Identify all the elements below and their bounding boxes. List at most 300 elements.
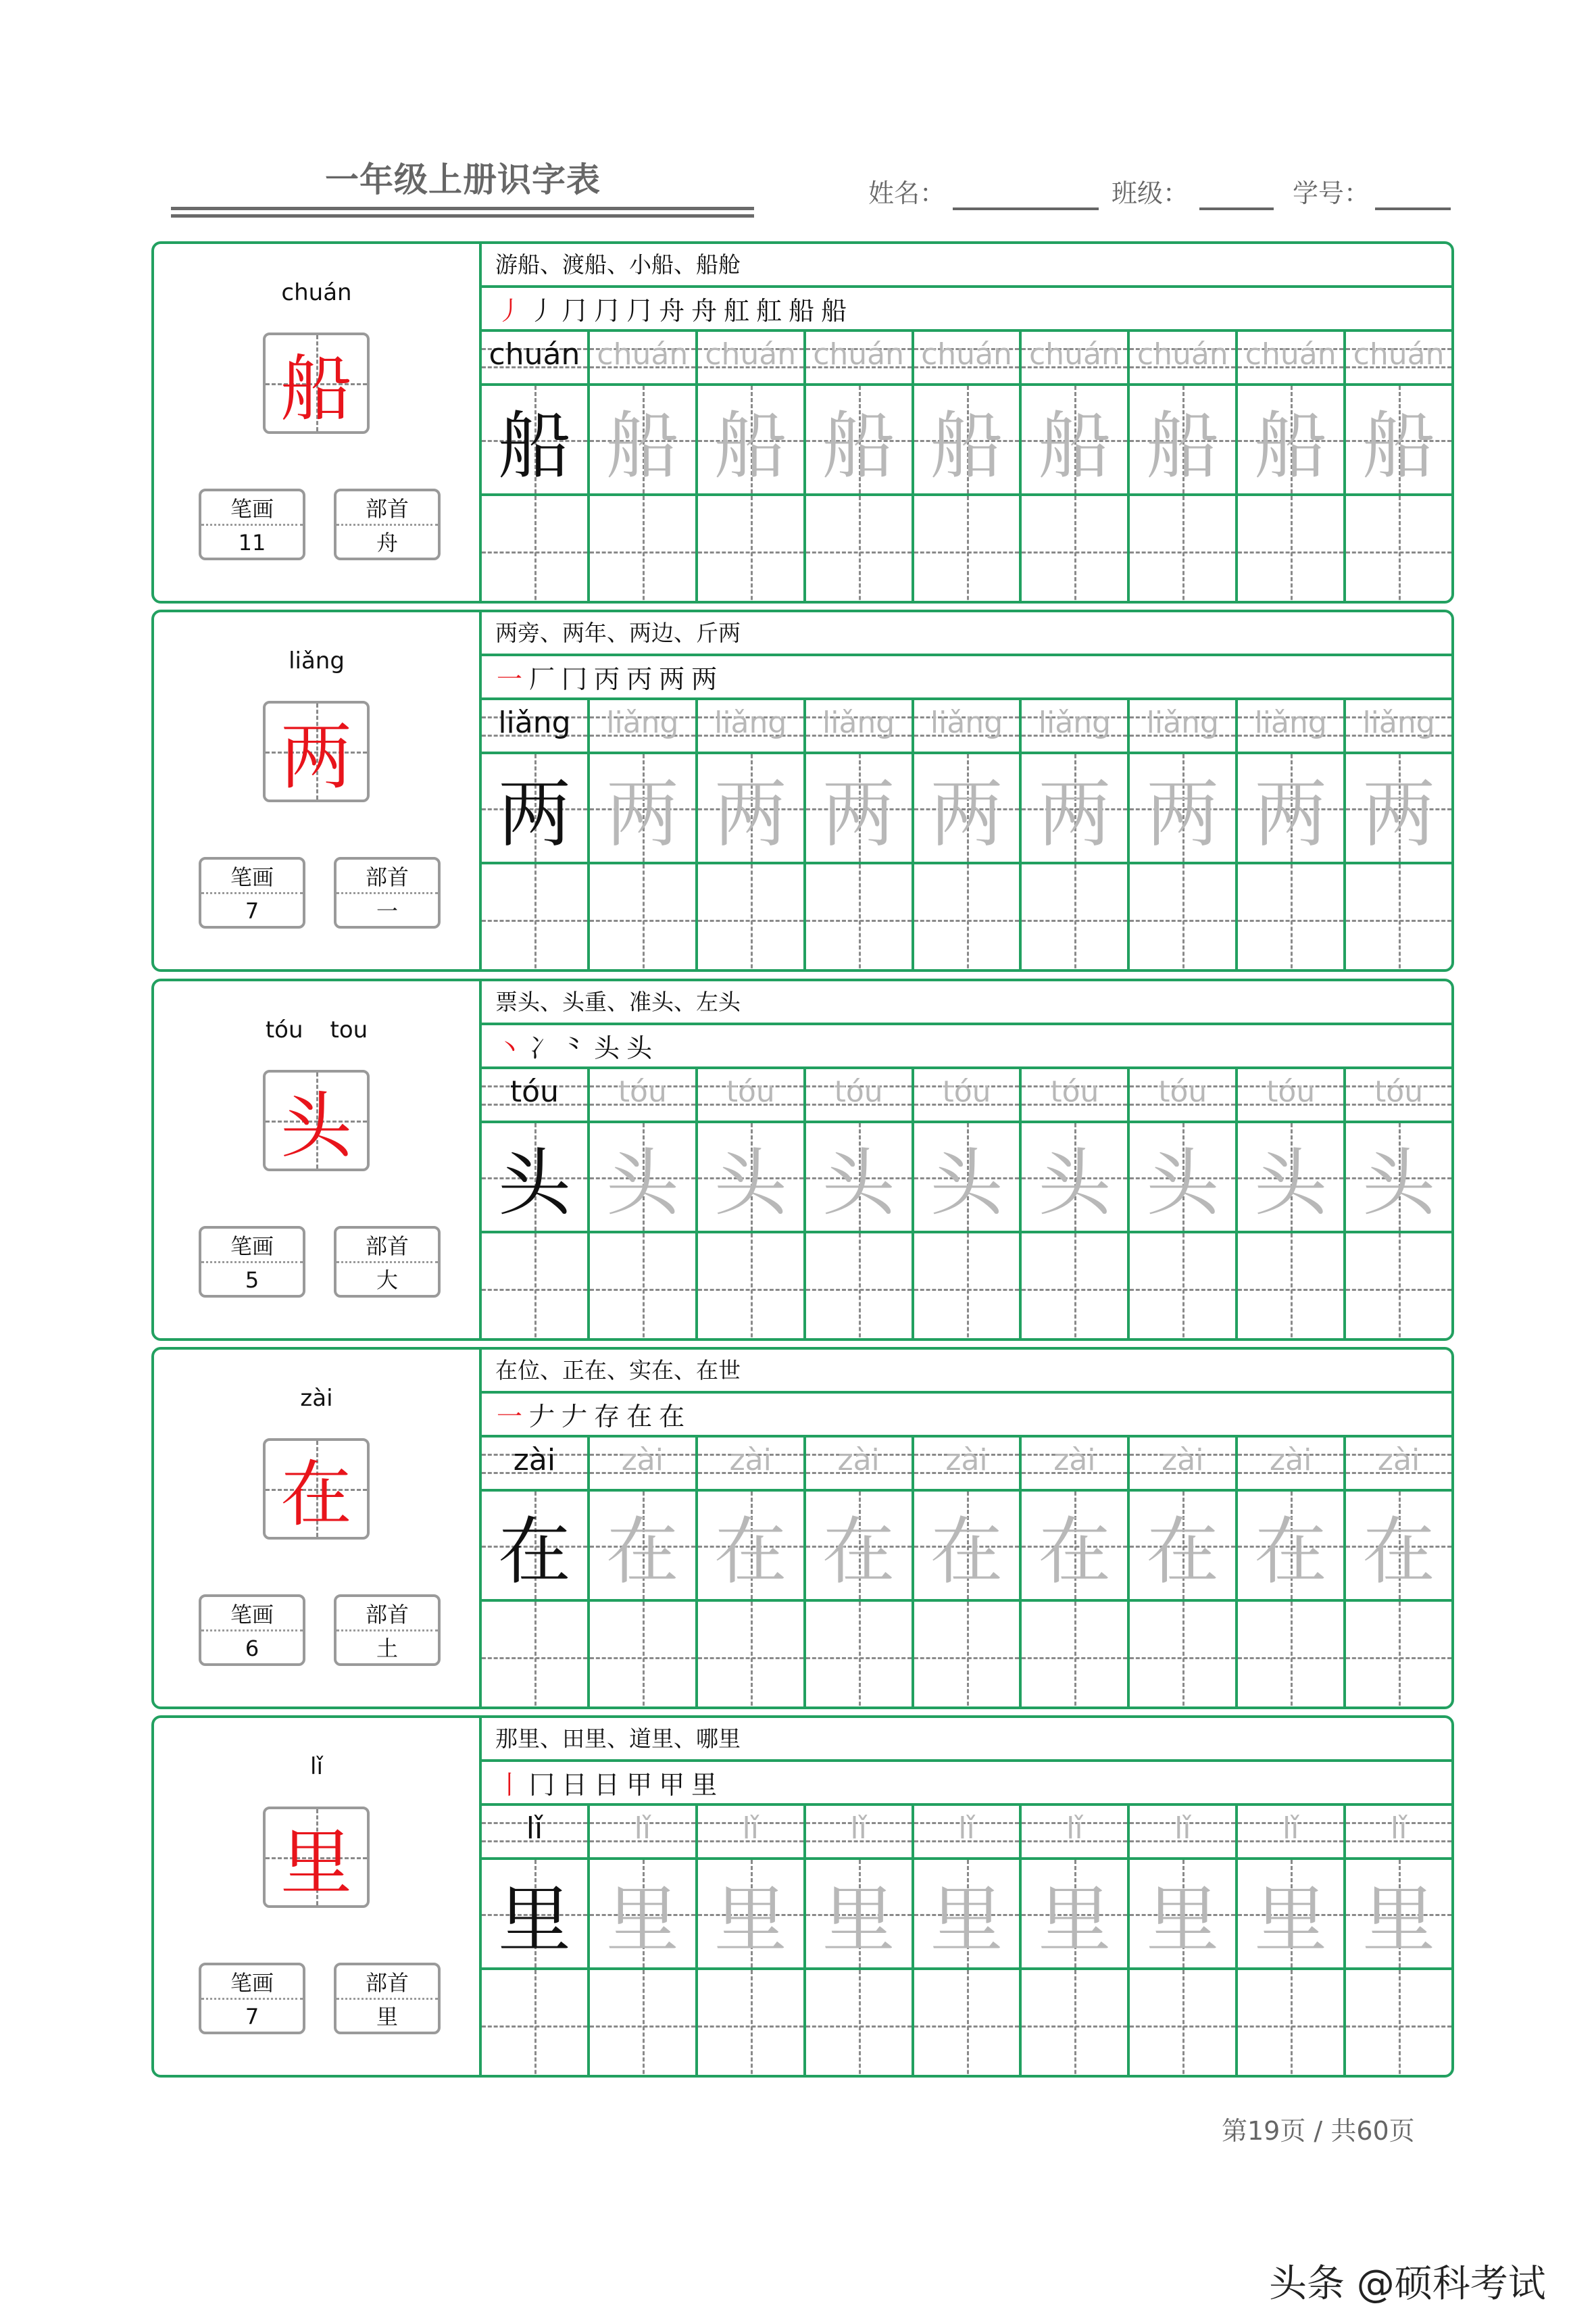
character-glyph: 里 <box>280 1821 352 1905</box>
practice-column <box>698 332 806 601</box>
pinyin-writing-cell[interactable] <box>1130 700 1235 754</box>
tian-zi-ge-blank-cell[interactable] <box>1238 1233 1343 1341</box>
class-label: 班级： <box>1112 178 1189 208</box>
pinyin-trace: chuán <box>1353 337 1445 372</box>
tian-zi-ge-cell[interactable] <box>1130 1860 1235 1970</box>
guide-line <box>1399 1602 1401 1709</box>
pinyin-trace: chuán <box>705 337 797 372</box>
example-words: 游船、渡船、小船、船舱 <box>482 244 1451 288</box>
pinyin-writing-cell[interactable] <box>806 700 912 754</box>
pinyin-writing-cell[interactable] <box>698 1438 803 1492</box>
tian-zi-ge-cell[interactable] <box>1346 1492 1451 1602</box>
guide-line <box>534 1233 537 1341</box>
radical-box <box>334 1963 441 2034</box>
stroke-step: ⺀ <box>562 1033 588 1063</box>
tian-zi-ge-cell[interactable] <box>806 754 912 864</box>
tian-zi-ge-cell[interactable] <box>1022 1123 1127 1233</box>
tian-zi-ge-blank-cell[interactable] <box>1130 864 1235 972</box>
practice-column <box>1238 1438 1346 1707</box>
stroke-step: 一 <box>497 664 523 694</box>
pinyin-trace: lǐ <box>958 1811 975 1846</box>
stroke-step: 两 <box>659 664 685 694</box>
stroke-count-box <box>199 1594 305 1666</box>
class-blank[interactable] <box>1199 207 1274 210</box>
guide-line <box>534 1970 537 2078</box>
tian-zi-ge-blank-cell[interactable] <box>1022 1233 1127 1341</box>
tian-zi-ge-cell[interactable] <box>914 754 1020 864</box>
tian-zi-ge-cell[interactable] <box>1022 1492 1127 1602</box>
pinyin-writing-cell[interactable] <box>1238 700 1343 754</box>
character-trace: 两 <box>822 772 895 857</box>
practice-column <box>914 700 1022 969</box>
character-pinyin: lǐ <box>310 1753 323 1780</box>
pinyin-writing-cell[interactable] <box>1022 1806 1127 1860</box>
stroke-step: 丙 <box>594 664 620 694</box>
pinyin-trace: zài <box>945 1443 988 1477</box>
tian-zi-ge-blank-cell[interactable] <box>1238 1602 1343 1709</box>
page-title: 一年级上册识字表 <box>325 160 601 199</box>
pinyin-writing-cell[interactable] <box>590 1438 695 1492</box>
tian-zi-ge-cell[interactable] <box>590 386 695 496</box>
pinyin-trace: tóu <box>942 1075 991 1109</box>
character-info-panel <box>154 612 482 969</box>
tian-zi-ge-cell[interactable] <box>482 386 587 496</box>
radical-value: 土 <box>376 1636 398 1661</box>
character-trace: 在 <box>1038 1510 1112 1594</box>
character-glyph: 船 <box>280 347 352 431</box>
tian-zi-ge-blank-cell[interactable] <box>698 1970 803 2078</box>
tian-zi-ge-blank-cell[interactable] <box>1346 1233 1451 1341</box>
tian-zi-ge-blank-cell[interactable] <box>914 1233 1020 1341</box>
pinyin-writing-cell[interactable] <box>806 332 912 386</box>
tian-zi-ge-cell[interactable] <box>1238 1860 1343 1970</box>
stroke-step: 在 <box>626 1402 653 1431</box>
character-trace: 两 <box>1038 772 1112 857</box>
guide-line <box>751 1602 753 1709</box>
character-display-box <box>263 1070 370 1171</box>
example-words: 票头、头重、准头、左头 <box>482 981 1451 1025</box>
character-trace: 头 <box>1254 1141 1328 1226</box>
pinyin-trace: liǎng <box>1362 706 1435 740</box>
stroke-step: 日 <box>594 1770 620 1800</box>
tian-zi-ge-cell[interactable] <box>1238 386 1343 496</box>
tian-zi-ge-blank-cell[interactable] <box>914 864 1020 972</box>
tian-zi-ge-cell[interactable] <box>1130 754 1235 864</box>
practice-column <box>1130 700 1238 969</box>
tian-zi-ge-blank-cell[interactable] <box>806 496 912 604</box>
character-trace: 在 <box>714 1510 787 1594</box>
tian-zi-ge-cell[interactable] <box>806 1492 912 1602</box>
pinyin-writing-cell[interactable] <box>806 1069 912 1123</box>
pinyin-writing-cell[interactable] <box>590 700 695 754</box>
pinyin-trace: zài <box>1162 1443 1204 1477</box>
tian-zi-ge-cell[interactable] <box>1346 1123 1451 1233</box>
tian-zi-ge-cell[interactable] <box>590 1492 695 1602</box>
radical-label: 部首 <box>336 1597 438 1631</box>
pinyin-trace: chuán <box>921 337 1012 372</box>
stroke-step: 冫 <box>529 1033 555 1063</box>
tian-zi-ge-cell[interactable] <box>1238 1492 1343 1602</box>
guide-line <box>1182 864 1184 972</box>
character-trace: 里 <box>822 1878 895 1963</box>
pinyin-writing-cell[interactable] <box>914 1069 1020 1123</box>
tian-zi-ge-cell[interactable] <box>806 1860 912 1970</box>
tian-zi-ge-blank-cell[interactable] <box>482 864 587 972</box>
character-trace: 头 <box>605 1141 679 1226</box>
practice-column <box>1022 1069 1130 1338</box>
guide-line <box>1182 1602 1184 1709</box>
pinyin-writing-cell[interactable] <box>590 1069 695 1123</box>
pinyin-writing-cell[interactable] <box>1346 700 1451 754</box>
pinyin-writing-cell[interactable] <box>914 332 1020 386</box>
pinyin-trace: zài <box>1053 1443 1096 1477</box>
character-info-panel <box>154 1718 482 2075</box>
stroke-step: ⺆ <box>594 296 620 326</box>
tian-zi-ge-blank-cell[interactable] <box>1238 1970 1343 2078</box>
tian-zi-ge-cell[interactable] <box>1346 754 1451 864</box>
pinyin-model: liǎng <box>498 706 571 740</box>
pinyin-trace: tóu <box>1158 1075 1207 1109</box>
pinyin-writing-cell[interactable] <box>1346 1806 1451 1860</box>
tian-zi-ge-blank-cell[interactable] <box>1238 496 1343 604</box>
stroke-step: 一 <box>497 1402 523 1431</box>
tian-zi-ge-blank-cell[interactable] <box>1022 496 1127 604</box>
tian-zi-ge-blank-cell[interactable] <box>914 1602 1020 1709</box>
pinyin-writing-cell[interactable] <box>1022 1438 1127 1492</box>
tian-zi-ge-cell[interactable] <box>914 1492 1020 1602</box>
tian-zi-ge-blank-cell[interactable] <box>1022 1602 1127 1709</box>
practice-grid <box>482 1438 1451 1707</box>
tian-zi-ge-blank-cell[interactable] <box>1346 1602 1451 1709</box>
pinyin-writing-cell[interactable] <box>1238 332 1343 386</box>
tian-zi-ge-cell[interactable] <box>1346 1860 1451 1970</box>
practice-column <box>1346 700 1451 969</box>
guide-line <box>1399 1233 1401 1341</box>
practice-column <box>590 1438 698 1707</box>
pinyin-trace: liǎng <box>930 706 1003 740</box>
tian-zi-ge-cell[interactable] <box>590 1860 695 1970</box>
pinyin-writing-cell[interactable] <box>698 1806 803 1860</box>
radical-value: 大 <box>376 1267 398 1293</box>
pinyin-writing-cell[interactable] <box>590 332 695 386</box>
stroke-step: 存 <box>594 1402 620 1431</box>
guide-line <box>859 1970 861 2078</box>
character-trace: 两 <box>1254 772 1328 857</box>
tian-zi-ge-blank-cell[interactable] <box>806 1602 912 1709</box>
stroke-step: 舟 <box>659 296 685 326</box>
tian-zi-ge-cell[interactable] <box>482 1123 587 1233</box>
stroke-count-box <box>199 857 305 929</box>
tian-zi-ge-blank-cell[interactable] <box>1238 864 1343 972</box>
guide-line <box>751 1233 753 1341</box>
tian-zi-ge-cell[interactable] <box>1130 386 1235 496</box>
example-words: 在位、正在、实在、在世 <box>482 1350 1451 1394</box>
pinyin-trace: chuán <box>1137 337 1228 372</box>
tian-zi-ge-blank-cell[interactable] <box>590 496 695 604</box>
tian-zi-ge-cell[interactable] <box>698 754 803 864</box>
character-trace: 里 <box>1362 1878 1436 1963</box>
tian-zi-ge-blank-cell[interactable] <box>482 1602 587 1709</box>
tian-zi-ge-cell[interactable] <box>1022 754 1127 864</box>
tian-zi-ge-blank-cell[interactable] <box>482 496 587 604</box>
tian-zi-ge-blank-cell[interactable] <box>698 496 803 604</box>
guide-line <box>1291 1602 1293 1709</box>
tian-zi-ge-cell[interactable] <box>1238 754 1343 864</box>
practice-panel <box>482 981 1451 1338</box>
tian-zi-ge-blank-cell[interactable] <box>590 864 695 972</box>
pinyin-writing-cell[interactable] <box>482 1438 587 1492</box>
pinyin-writing-cell[interactable] <box>698 1069 803 1123</box>
character-trace: 头 <box>822 1141 895 1226</box>
tian-zi-ge-blank-cell[interactable] <box>698 1602 803 1709</box>
stroke-step: 厂 <box>529 664 555 694</box>
practice-column <box>590 1069 698 1338</box>
tian-zi-ge-blank-cell[interactable] <box>806 864 912 972</box>
character-info-panel <box>154 244 482 601</box>
character-trace: 船 <box>605 404 679 489</box>
stroke-step: 甲 <box>659 1770 685 1800</box>
character-card <box>151 979 1454 1341</box>
tian-zi-ge-cell[interactable] <box>482 1492 587 1602</box>
radical-value: 里 <box>376 2004 398 2030</box>
pinyin-writing-cell[interactable] <box>914 1438 1020 1492</box>
pinyin-writing-cell[interactable] <box>590 1806 695 1860</box>
tian-zi-ge-blank-cell[interactable] <box>914 1970 1020 2078</box>
pinyin-trace: lǐ <box>742 1811 759 1846</box>
guide-line <box>1291 1233 1293 1341</box>
stroke-step: 舡 <box>724 296 750 326</box>
character-trace: 在 <box>605 1510 679 1594</box>
pinyin-writing-cell[interactable] <box>914 1806 1020 1860</box>
tian-zi-ge-cell[interactable] <box>806 1123 912 1233</box>
pinyin-writing-cell[interactable] <box>698 332 803 386</box>
stroke-order-row <box>482 1762 1451 1806</box>
tian-zi-ge-cell[interactable] <box>698 1492 803 1602</box>
tian-zi-ge-cell[interactable] <box>590 1123 695 1233</box>
pinyin-writing-cell[interactable] <box>1022 700 1127 754</box>
tian-zi-ge-blank-cell[interactable] <box>1130 1970 1235 2078</box>
tian-zi-ge-cell[interactable] <box>698 1123 803 1233</box>
pinyin-writing-cell[interactable] <box>698 700 803 754</box>
pinyin-trace: tóu <box>1050 1075 1099 1109</box>
guide-line <box>534 496 537 604</box>
character-pinyin: tóu tou <box>265 1016 368 1043</box>
tian-zi-ge-blank-cell[interactable] <box>482 1970 587 2078</box>
radical-label: 部首 <box>336 1229 438 1263</box>
guide-line <box>1074 1602 1076 1709</box>
pinyin-trace: tóu <box>1374 1075 1424 1109</box>
tian-zi-ge-cell[interactable] <box>482 754 587 864</box>
tian-zi-ge-blank-cell[interactable] <box>590 1233 695 1341</box>
pinyin-writing-cell[interactable] <box>806 1438 912 1492</box>
pinyin-trace: lǐ <box>1282 1811 1299 1846</box>
practice-column <box>914 1806 1022 2075</box>
character-card <box>151 610 1454 972</box>
pinyin-writing-cell[interactable] <box>482 1806 587 1860</box>
pinyin-writing-cell[interactable] <box>1238 1438 1343 1492</box>
guide-line <box>534 864 537 972</box>
pinyin-trace: chuán <box>597 337 689 372</box>
character-trace: 里 <box>605 1878 679 1963</box>
tian-zi-ge-blank-cell[interactable] <box>1130 1602 1235 1709</box>
stroke-count-label: 笔画 <box>201 1965 303 2000</box>
practice-column <box>1022 332 1130 601</box>
practice-column <box>1130 1438 1238 1707</box>
pinyin-trace: lǐ <box>1174 1811 1191 1846</box>
character-trace: 头 <box>1362 1141 1436 1226</box>
tian-zi-ge-blank-cell[interactable] <box>1346 496 1451 604</box>
pinyin-writing-cell[interactable] <box>1346 1069 1451 1123</box>
stroke-step: 冂 <box>562 664 588 694</box>
pinyin-trace: tóu <box>1266 1075 1316 1109</box>
tian-zi-ge-cell[interactable] <box>1238 1123 1343 1233</box>
tian-zi-ge-cell[interactable] <box>1346 386 1451 496</box>
practice-panel <box>482 1718 1451 2075</box>
tian-zi-ge-cell[interactable] <box>1130 1492 1235 1602</box>
character-trace: 两 <box>605 772 679 857</box>
pinyin-writing-cell[interactable] <box>806 1806 912 1860</box>
practice-column <box>482 1806 590 2075</box>
guide-line <box>859 864 861 972</box>
character-trace: 船 <box>714 404 787 489</box>
character-trace: 里 <box>1254 1878 1328 1963</box>
pinyin-trace: zài <box>1270 1443 1312 1477</box>
student-id-blank[interactable] <box>1375 207 1451 210</box>
tian-zi-ge-cell[interactable] <box>806 386 912 496</box>
pinyin-writing-cell[interactable] <box>482 1069 587 1123</box>
tian-zi-ge-cell[interactable] <box>482 1860 587 1970</box>
guide-line <box>1291 864 1293 972</box>
pinyin-writing-cell[interactable] <box>1346 332 1451 386</box>
pinyin-writing-cell[interactable] <box>482 700 587 754</box>
character-trace: 头 <box>930 1141 1003 1226</box>
pinyin-writing-cell[interactable] <box>1238 1806 1343 1860</box>
tian-zi-ge-blank-cell[interactable] <box>1346 1970 1451 2078</box>
pinyin-writing-cell[interactable] <box>1130 332 1235 386</box>
example-words: 那里、田里、道里、哪里 <box>482 1718 1451 1762</box>
practice-column <box>806 332 914 601</box>
character-model: 头 <box>497 1141 571 1226</box>
guide-line <box>967 1233 969 1341</box>
guide-line <box>1291 496 1293 604</box>
tian-zi-ge-blank-cell[interactable] <box>1130 1233 1235 1341</box>
character-trace: 在 <box>930 1510 1003 1594</box>
tian-zi-ge-blank-cell[interactable] <box>698 1233 803 1341</box>
guide-line <box>967 864 969 972</box>
practice-column <box>1346 1806 1451 2075</box>
pinyin-trace: liǎng <box>1146 706 1219 740</box>
tian-zi-ge-cell[interactable] <box>914 1860 1020 1970</box>
pinyin-writing-cell[interactable] <box>482 332 587 386</box>
stroke-step: 在 <box>659 1402 685 1431</box>
practice-column <box>914 1438 1022 1707</box>
character-display-box <box>263 1807 370 1908</box>
guide-line <box>1074 864 1076 972</box>
practice-column <box>1346 1438 1451 1707</box>
guide-line <box>643 1970 645 2078</box>
tian-zi-ge-cell[interactable] <box>914 386 1020 496</box>
stroke-count-label: 笔画 <box>201 1597 303 1631</box>
name-blank[interactable] <box>953 207 1099 210</box>
tian-zi-ge-blank-cell[interactable] <box>1130 496 1235 604</box>
practice-column <box>698 1806 806 2075</box>
tian-zi-ge-blank-cell[interactable] <box>1022 864 1127 972</box>
tian-zi-ge-blank-cell[interactable] <box>806 1970 912 2078</box>
guide-line <box>1399 864 1401 972</box>
tian-zi-ge-blank-cell[interactable] <box>698 864 803 972</box>
pinyin-trace: lǐ <box>1066 1811 1083 1846</box>
pinyin-writing-cell[interactable] <box>1022 332 1127 386</box>
practice-grid <box>482 1806 1451 2075</box>
pinyin-writing-cell[interactable] <box>1238 1069 1343 1123</box>
character-display-box <box>263 701 370 802</box>
pinyin-writing-cell[interactable] <box>1346 1438 1451 1492</box>
tian-zi-ge-cell[interactable] <box>1022 1860 1127 1970</box>
character-trace: 在 <box>1146 1510 1220 1594</box>
practice-panel <box>482 612 1451 969</box>
character-card <box>151 1715 1454 2078</box>
character-trace: 里 <box>714 1878 787 1963</box>
pinyin-trace: liǎng <box>606 706 679 740</box>
tian-zi-ge-blank-cell[interactable] <box>1346 864 1451 972</box>
pinyin-trace: tóu <box>834 1075 883 1109</box>
pinyin-writing-cell[interactable] <box>1130 1069 1235 1123</box>
pinyin-writing-cell[interactable] <box>1130 1806 1235 1860</box>
tian-zi-ge-blank-cell[interactable] <box>590 1970 695 2078</box>
practice-column <box>1022 1438 1130 1707</box>
tian-zi-ge-cell[interactable] <box>914 1123 1020 1233</box>
tian-zi-ge-cell[interactable] <box>1022 386 1127 496</box>
stroke-step: 船 <box>789 296 815 326</box>
guide-line <box>859 496 861 604</box>
character-trace: 两 <box>1146 772 1220 857</box>
guide-line <box>1291 1970 1293 2078</box>
pinyin-trace: tóu <box>726 1075 775 1109</box>
tian-zi-ge-blank-cell[interactable] <box>590 1602 695 1709</box>
pinyin-trace: tóu <box>618 1075 667 1109</box>
pinyin-writing-cell[interactable] <box>1022 1069 1127 1123</box>
tian-zi-ge-cell[interactable] <box>590 754 695 864</box>
pinyin-trace: chuán <box>1245 337 1337 372</box>
stroke-count-value: 7 <box>245 898 259 924</box>
pinyin-trace: liǎng <box>822 706 895 740</box>
name-label: 姓名： <box>868 178 946 208</box>
tian-zi-ge-blank-cell[interactable] <box>1022 1970 1127 2078</box>
pinyin-writing-cell[interactable] <box>1130 1438 1235 1492</box>
tian-zi-ge-cell[interactable] <box>698 386 803 496</box>
practice-grid <box>482 332 1451 601</box>
guide-line <box>859 1602 861 1709</box>
practice-column <box>914 1069 1022 1338</box>
pinyin-trace: liǎng <box>1038 706 1112 740</box>
tian-zi-ge-cell[interactable] <box>1130 1123 1235 1233</box>
character-trace: 船 <box>1146 404 1220 489</box>
example-words: 两旁、两年、两边、斤两 <box>482 612 1451 656</box>
practice-column <box>698 1069 806 1338</box>
guide-line <box>967 1602 969 1709</box>
tian-zi-ge-blank-cell[interactable] <box>806 1233 912 1341</box>
practice-column <box>482 1069 590 1338</box>
practice-column <box>590 700 698 969</box>
pinyin-writing-cell[interactable] <box>914 700 1020 754</box>
character-glyph: 两 <box>280 716 352 799</box>
tian-zi-ge-blank-cell[interactable] <box>914 496 1020 604</box>
radical-value: 一 <box>376 898 398 924</box>
character-model: 两 <box>497 772 571 857</box>
tian-zi-ge-blank-cell[interactable] <box>482 1233 587 1341</box>
stroke-step: 船 <box>821 296 847 326</box>
tian-zi-ge-cell[interactable] <box>698 1860 803 1970</box>
